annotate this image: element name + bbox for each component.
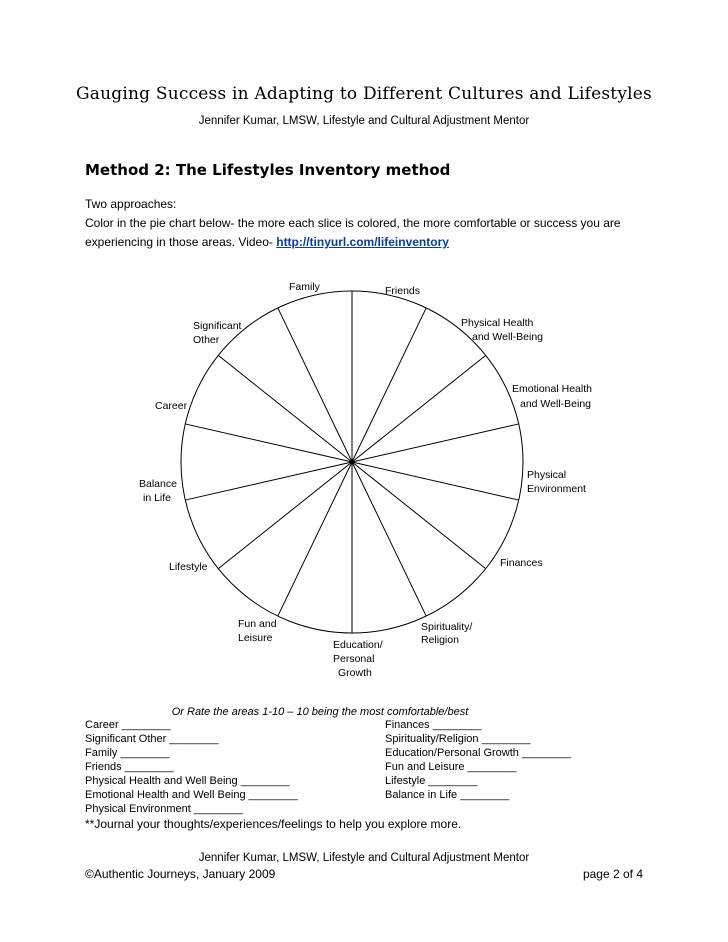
pie-slice-divider: [352, 462, 519, 500]
rating-row[interactable]: Balance in Life ________: [385, 789, 510, 801]
label-physical-health-2: and Well-Being: [472, 331, 544, 343]
pie-slice-divider: [185, 424, 352, 462]
pie-slice-divider: [185, 462, 352, 500]
rating-row[interactable]: Fun and Leisure ________: [385, 761, 517, 773]
label-education-2: Personal: [333, 653, 375, 665]
label-spirituality-1: Spirituality/: [421, 621, 473, 633]
label-fun-2: Leisure: [238, 632, 273, 644]
intro-line-1: Two approaches:: [85, 197, 177, 211]
rating-row[interactable]: Education/Personal Growth ________: [385, 747, 571, 759]
rating-row[interactable]: Spirituality/Religion ________: [385, 733, 531, 745]
rating-row[interactable]: Emotional Health and Well Being ________: [85, 789, 298, 801]
page-title: Gauging Success in Adapting to Different Cultures and Lifestyles: [76, 84, 652, 104]
pie-slice-divider: [352, 424, 519, 462]
rating-row[interactable]: Finances ________: [385, 719, 482, 731]
video-link[interactable]: http://tinyurl.com/lifeinventory: [276, 235, 449, 249]
pie-slice-divider: [278, 308, 352, 462]
label-physical-env-1: Physical: [527, 469, 567, 481]
rating-row[interactable]: Physical Environment ________: [85, 803, 243, 815]
rating-row[interactable]: Lifestyle ________: [385, 775, 478, 787]
intro-line-2: Color in the pie chart below- the more each slice is colored, the more comfortable or success you are: [85, 216, 621, 230]
label-balance-2: in Life: [143, 492, 172, 504]
label-significant-1: Significant: [193, 320, 242, 332]
pie-slice-divider: [352, 462, 426, 616]
rating-row[interactable]: Physical Health and Well Being ________: [85, 775, 290, 787]
pie-slice-divider: [218, 355, 352, 462]
rating-row[interactable]: Career ________: [85, 719, 171, 731]
pie-labels: [139, 281, 592, 679]
pie-slice-divider: [352, 462, 486, 569]
label-friends: Friends: [385, 285, 421, 297]
label-lifestyle: Lifestyle: [169, 561, 208, 573]
label-emotional-2: and Well-Being: [520, 398, 592, 410]
pie-slice-divider: [218, 462, 352, 569]
method-heading: Method 2: The Lifestyles Inventory method: [85, 161, 451, 179]
label-family: Family: [289, 281, 320, 293]
label-balance-1: Balance: [139, 478, 177, 490]
lifestyles-pie-chart[interactable]: [0, 270, 728, 690]
rating-row[interactable]: Friends ________: [85, 761, 174, 773]
label-finances: Finances: [500, 557, 543, 569]
intro-line-3: [85, 235, 449, 249]
rating-title: Or Rate the areas 1-10 – 10 being the most comfortable/best: [171, 706, 469, 718]
pie-slice-divider: [352, 355, 486, 462]
label-education-1: Education/: [333, 639, 383, 651]
footer-author: Jennifer Kumar, LMSW, Lifestyle and Cultural Adjustment Mentor: [198, 852, 530, 864]
pie-slice-divider: [278, 462, 352, 616]
label-significant-2: Other: [193, 334, 220, 346]
page-number: page 2 of 4: [582, 867, 643, 881]
journal-note: **Journal your thoughts/experiences/feelings to help you explore more.: [85, 817, 462, 831]
label-emotional-1: Emotional Health: [512, 383, 592, 395]
rating-row[interactable]: Family ________: [85, 747, 170, 759]
footer-copyright: ©Authentic Journeys, January 2009: [85, 867, 276, 881]
rating-row[interactable]: Significant Other ________: [85, 733, 219, 745]
label-physical-health-1: Physical Health: [461, 317, 534, 329]
label-spirituality-2: Religion: [421, 634, 459, 646]
intro-line-3-text: experiencing in those areas. Video-: [85, 235, 277, 249]
label-fun-1: Fun and: [238, 618, 277, 630]
label-education-3: Growth: [338, 667, 372, 679]
label-career: Career: [155, 400, 188, 412]
label-physical-env-2: Environment: [527, 483, 586, 495]
page-subtitle: Jennifer Kumar, LMSW, Lifestyle and Cultural Adjustment Mentor: [198, 115, 530, 127]
pie-slice-divider: [352, 308, 426, 462]
